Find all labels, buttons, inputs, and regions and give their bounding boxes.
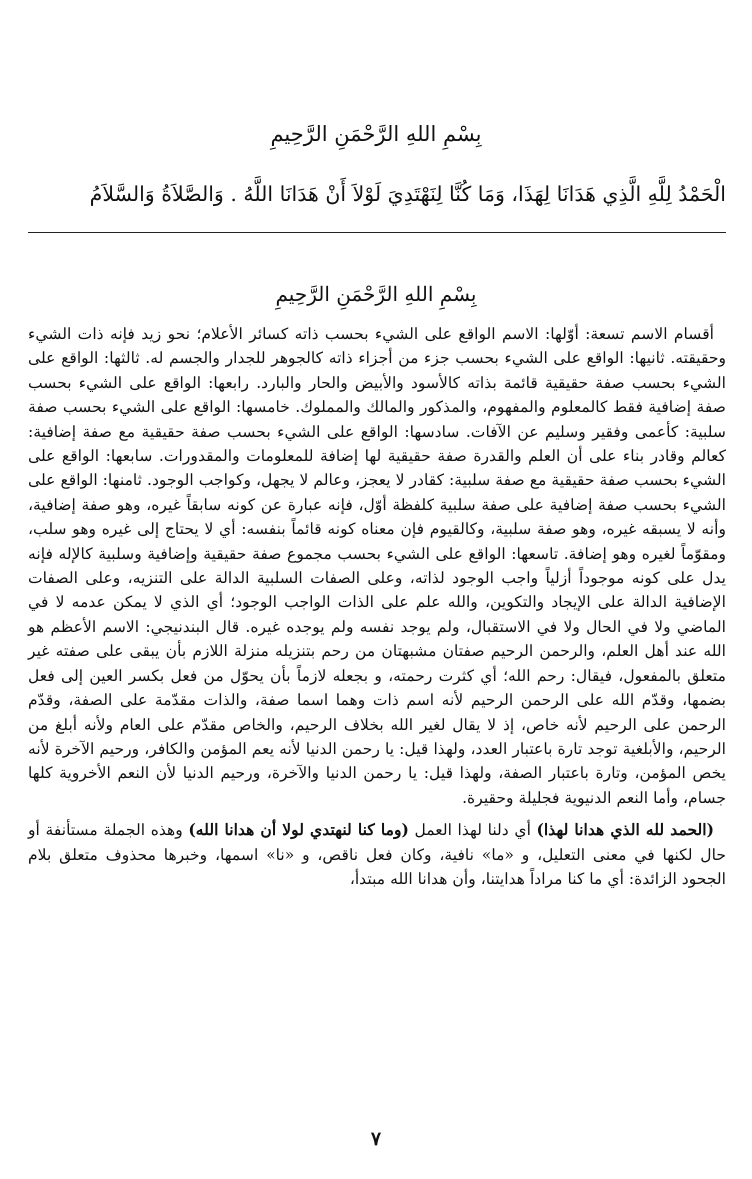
separator-rule xyxy=(28,232,726,233)
page-number: ٧ xyxy=(370,1128,382,1150)
header-basmala: بِسْمِ اللهِ الرَّحْمَنِ الرَّحِيمِ xyxy=(270,122,482,146)
commentary-paragraph-2 xyxy=(28,818,726,891)
hamd-line: الْحَمْدُ لِلَّهِ الَّذِي هَدَانَا لِهَذَا، وَمَا كُنَّا لِنَهْتَدِيَ لَوْلاَ أَنْ هَدَانَا اللَّهُ . وَالصَّلاَةُ وَالسَّلاَمُ xyxy=(89,182,726,206)
paragraph-2-rest: وهذه الجملة مستأنفة أو حال لكنها في معنى التعليل، و «ما» نافية، وكان فعل ناقص، و «نا» اسمها، وخبرها محذوف متعلق بلام الجحود الزائدة: أي ما كنا مراداً هدايتنا، وأن هدانا الله مبتدأ، xyxy=(28,821,726,888)
quoted-text-2: (وما كنا لنهتدي لولا أن هدانا الله) xyxy=(188,820,409,840)
commentary-paragraph-1: أقسام الاسم تسعة: أوّلها: الاسم الواقع على الشيء بحسب ذاته كسائر الأعلام؛ نحو زيد فإنه ذات الشيء وحقيقته. ثانيها: الواقع على الشيء بحسب جزء من أجزاء ذاته كالجوهر للجدار والجسم له. ثالثها: الواقع على الشيء بحسب صفة حقيقية قائمة بذاته كالأسود والأبيض والحار والبارد. رابعها: الواقع على الشيء بحسب صفة إضافية فقط كالمعلوم والمفهوم، والمذكور والمالك والمملوك. خامسها: الواقع على الشيء بحسب صفة سلبية: كأعمى وفقير وسليم عن الآفات. سادسها: الواقع على الشيء بحسب صفة حقيقية مع صفة إضافية: كعالم وقادر بناء على أن العلم والقدرة صفة حقيقية لها إضافة للمعلومات والمقدورات. سابعها: الواقع على الشيء بحسب صفة حقيقية مع صفة سلبية: كقادر لا يعجز، وعالم لا يجهل، وكواجب الوجود. ثامنها: الواقع على الشيء بحسب صفة إضافية على صفة سلبية كلفظة أوّل، فإنه عبارة عن كونه سابقاً غيره، وهو صفة إضافية، وأنه لا يسبقه غيره، وهو صفة سلبية، وكالقيوم فإن معناه كونه قائماً بنفسه: أي لا يحتاج إلى غيره وهو سلب، ومقوّماً لغيره وهو إضافة. تاسعها: الواقع على الشيء بحسب مجموع صفة حقيقية وإضافية وسلبية كالإله فإنه يدل على كونه موجوداً أزلياً واجب الوجود لذاته، وعلى الصفات السلبية الدالة على التنزيه، وعلى الصفات الإضافية الدالة على الإيجاد والتكوين، والله علم على الذات الواجب الوجود؛ أي الذي لا يمكن عدمه لا في الماضي ولا في الحال ولا في الاستقبال، ولم يوجد نفسه ولم يوجده غيره. قال البندنيجي: الاسم الأعظم هو الله عند أهل العلم، والرحمن الرحيم صفتان مشبهتان من رحم بتنزيله منزلة اللازم بأن يبقى على صفته غير متعلق بالمفعول، فيقال: رحم الله؛ أي كثرت رحمته، و بجعله لازماً بأن يحوّل من فعل بكسر العين إلى فعل بضمها، وقدّم الله على الرحمن الرحيم لأنه اسم ذات وهما اسما صفة، والذات مقدّمة على الصفة، وقدّم الرحمن على الرحيم لأنه خاص، إذ لا يقال لغير الله بخلاف الرحيم، والخاص مقدّم على العام ولأنه أبلغ من الرحيم، والأبلغية توجد تارة باعتبار العدد، ولهذا قيل: يا رحمن الدنيا لأنه يعم المؤمن والكافر، ورحيم الآخرة لأنه يخص المؤمن، وتارة باعتبار الصفة، ولهذا قيل: يا رحمن الدنيا والآخرة، ورحيم الدنيا لأن النعم الأخروية كلها جسام، وأما النعم الدنيوية فجليلة وحقيرة. xyxy=(28,325,726,807)
commentary-body xyxy=(28,322,726,891)
paragraph-2-mid: أي دلنا لهذا العمل xyxy=(408,821,537,840)
quoted-text-1: (الحمد لله الذي هدانا لهذا) xyxy=(536,820,714,840)
commentary-basmala: بِسْمِ اللهِ الرَّحْمَنِ الرَّحِيمِ xyxy=(275,282,477,306)
